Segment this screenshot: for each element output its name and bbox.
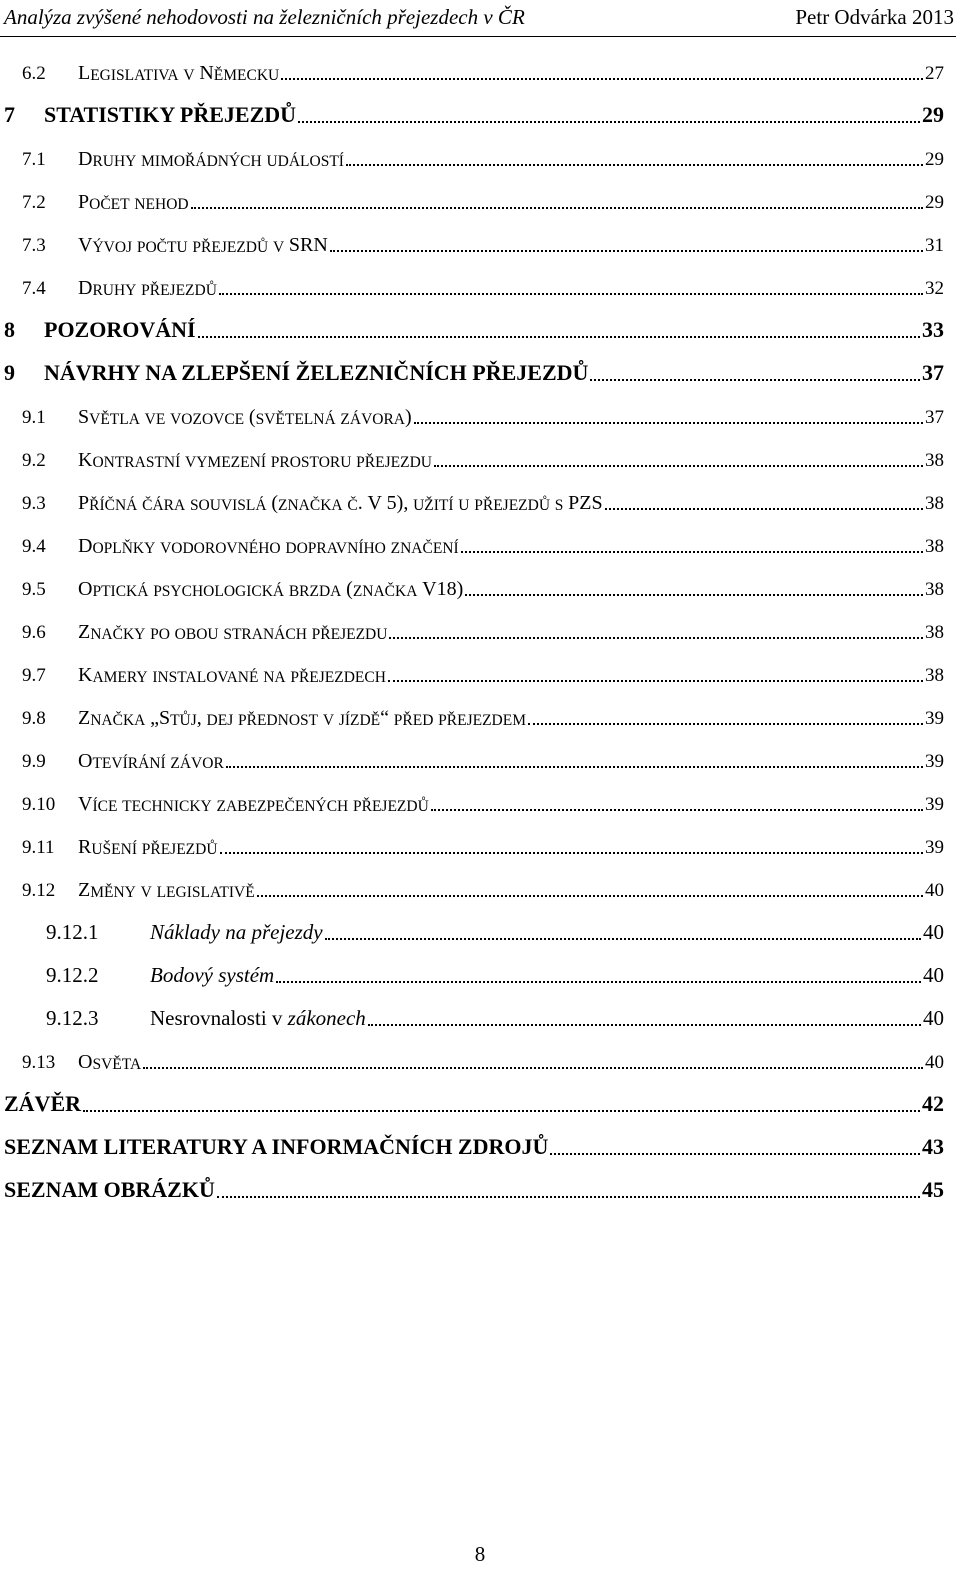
toc-entry-page: 40: [925, 1052, 944, 1073]
toc-entry-number: 9.12.2: [46, 963, 99, 987]
toc-title-run: POČTU: [136, 239, 188, 256]
toc-entry-number: 9.6: [22, 622, 46, 643]
toc-entry-number: 9.4: [22, 536, 46, 557]
toc-title-run: V: [140, 884, 152, 901]
toc-title-run: SVĚTELNÁ: [255, 411, 336, 428]
toc-title-run: NAČKA: [90, 712, 146, 729]
toc-entry-page: 38: [925, 493, 944, 514]
toc-title-run: O: [78, 1051, 93, 1073]
toc-leader: [434, 465, 923, 467]
toc-title-run: PŘEJEZDECH: [290, 669, 386, 686]
toc-entry-page: 29: [925, 192, 944, 213]
toc-title-run: D: [78, 277, 93, 299]
toc-title-run: TEVÍRÁNÍ: [92, 755, 166, 772]
toc-entry[interactable]: [0, 1001, 952, 1031]
toc-leader: [590, 379, 920, 381]
toc-entry-title: NÁVRHY NA ZLEPŠENÍ ŽELEZNIČNÍCH PŘEJEZDŮ: [44, 360, 589, 385]
toc-entry[interactable]: [0, 399, 952, 429]
toc-title-run: OPLŇKY: [92, 540, 156, 557]
toc-title-run: D: [78, 535, 93, 557]
toc-title-run: VYMEZENÍ: [185, 454, 266, 471]
toc-entry-title: STATISTIKY PŘEJEZDŮ: [44, 102, 297, 127]
toc-entry-number: 9.13: [22, 1052, 56, 1073]
toc-entry-page: 38: [925, 450, 944, 471]
toc-title-run: PSYCHOLOGICKÁ: [153, 583, 285, 600]
toc-title-run: 5),: [386, 492, 409, 514]
toc-title-run: PŘEJEZDU: [311, 626, 388, 643]
toc-title-run: U: [458, 497, 470, 514]
toc-leader: [389, 637, 923, 639]
toc-leader: [143, 1067, 923, 1069]
toc-title-run: RUHY: [92, 282, 137, 299]
toc-entry-title: [78, 191, 189, 214]
toc-entry-number: 9.11: [22, 837, 55, 858]
toc-leader: [281, 78, 923, 80]
toc-entry[interactable]: [0, 442, 952, 472]
toc-leader: [368, 1024, 921, 1026]
toc-entry-number: 9.9: [22, 751, 46, 772]
toc-title-run: (: [346, 578, 353, 600]
toc-title-run: L: [78, 62, 91, 84]
toc-entry[interactable]: [0, 1130, 952, 1160]
toc-title-run: ZNAČKA: [352, 583, 418, 600]
toc-title-run: S: [78, 406, 90, 428]
toc-leader: [220, 852, 923, 854]
toc-title-run: V: [367, 492, 382, 514]
toc-entry[interactable]: [0, 141, 952, 171]
toc-entry-title: [78, 449, 432, 472]
toc-entry-page: 27: [925, 63, 944, 84]
toc-title-run: Z: [78, 707, 91, 729]
toc-entry[interactable]: [0, 184, 952, 214]
toc-entry[interactable]: [0, 1173, 952, 1203]
toc-title-run: P: [78, 492, 90, 514]
toc-leader: [219, 293, 923, 295]
toc-entry-number: 9.12: [22, 880, 56, 901]
toc-title-run: VE: [144, 411, 166, 428]
toc-entry-number: 9.12.1: [46, 920, 99, 944]
toc-leader: [414, 422, 923, 424]
toc-title-run: ZABEZPEČENÝCH: [216, 798, 349, 815]
toc-title-run: DEJ: [206, 712, 234, 729]
toc-leader: [388, 680, 923, 682]
toc-entry-title: [78, 750, 224, 773]
toc-title-italic-part: zákonech: [287, 1006, 366, 1030]
toc-leader: [431, 809, 923, 811]
toc-entry[interactable]: [0, 1087, 952, 1117]
toc-entry-page: 40: [923, 920, 944, 944]
toc-title-run: ĚMECKU: [213, 67, 280, 84]
toc-entry-number: 9.1: [22, 407, 46, 428]
toc-entry[interactable]: [0, 958, 952, 988]
toc-entry-title: POZOROVÁNÍ: [44, 317, 196, 342]
toc-title-run: .: [357, 492, 363, 514]
toc-entry[interactable]: [0, 571, 952, 601]
toc-entry-title: ZÁVĚR: [4, 1091, 82, 1116]
toc-title-run: VOZOVCE: [170, 411, 245, 428]
toc-title-run: D: [78, 148, 93, 170]
toc-title-run: ): [405, 406, 412, 428]
toc-entry-title: [78, 277, 217, 300]
toc-entry-page: 38: [925, 579, 944, 600]
toc-entry[interactable]: [0, 528, 952, 558]
toc-title-run: “: [380, 707, 390, 729]
toc-entry-title: [78, 234, 328, 257]
toc-entry-page: 31: [925, 235, 944, 256]
toc-title-run: V: [272, 239, 285, 256]
toc-entry-number: 7.3: [22, 235, 46, 256]
toc-leader: [276, 981, 921, 983]
toc-leader: [528, 723, 923, 725]
toc-entry-number: 9.5: [22, 579, 46, 600]
toc-leader: [298, 121, 920, 123]
toc-title-run: SVĚTA: [92, 1056, 142, 1073]
toc-entry-page: 37: [922, 360, 944, 385]
toc-title-run: ZÁVORA: [340, 411, 405, 428]
toc-title-run: V18): [422, 578, 464, 600]
toc-title-run: RUHY: [92, 153, 137, 170]
toc-title-run: NA: [263, 669, 286, 686]
toc-title-run: AMERY: [92, 669, 148, 686]
toc-title-run: LEGISLATIVĚ: [156, 884, 255, 901]
toc-title-run: PŘEJEZDŮ: [352, 798, 429, 815]
toc-entry[interactable]: [0, 872, 952, 902]
toc-entry-number: 7: [4, 102, 15, 127]
toc-entry-page: 37: [925, 407, 944, 428]
toc-title-run: ZNAČKA: [278, 497, 343, 514]
toc-entry-page: 43: [922, 1134, 944, 1159]
toc-entry[interactable]: [0, 786, 952, 816]
toc-entry-number: 9.3: [22, 493, 46, 514]
toc-entry-title: [78, 148, 344, 171]
toc-title-run: UŠENÍ: [91, 841, 137, 858]
toc-leader: [465, 594, 923, 596]
toc-leader: [198, 336, 920, 338]
toc-title-run: O: [78, 750, 93, 772]
toc-title-run: MIMOŘÁDNÝCH: [141, 153, 262, 170]
toc-leader: [550, 1153, 920, 1155]
toc-entry-page: 32: [925, 278, 944, 299]
toc-leader: [461, 551, 923, 553]
toc-entry-page: 42: [922, 1091, 944, 1116]
toc-entry-number: 9.7: [22, 665, 46, 686]
toc-entry-title: [78, 406, 412, 429]
toc-entry-page: 40: [923, 963, 944, 987]
toc-entry-page: 39: [925, 751, 944, 772]
toc-entry-title: SEZNAM OBRÁZKŮ: [4, 1177, 215, 1202]
toc-entry-number: 9: [4, 360, 15, 385]
toc-title-run: VODOROVNÉHO: [160, 540, 281, 557]
toc-title-run: P: [78, 191, 90, 213]
toc-title-run: DOPRAVNÍHO: [285, 540, 386, 557]
toc-entry[interactable]: [0, 700, 952, 730]
toc-title-run: JÍZDĚ: [338, 712, 381, 729]
toc-entry-title: Bodový systém: [150, 963, 275, 987]
toc-entry-title: SEZNAM LITERATURY A INFORMAČNÍCH ZDROJŮ: [4, 1134, 549, 1159]
toc-entry[interactable]: [0, 356, 952, 386]
toc-entry-page: 40: [925, 880, 944, 901]
toc-title-run: ZNAČENÍ: [390, 540, 459, 557]
toc-leader: [257, 895, 923, 897]
toc-title-run: ,: [196, 707, 202, 729]
toc-entry-page: 29: [922, 102, 944, 127]
toc-title-run: PTICKÁ: [92, 583, 149, 600]
toc-title-run: ÝVOJ: [92, 239, 133, 256]
toc-entry-title: [78, 62, 279, 85]
toc-title-run: NAČKY: [90, 626, 146, 643]
toc-entry[interactable]: [0, 98, 952, 128]
running-header: [0, 0, 956, 37]
toc-title-run: ONTRASTNÍ: [92, 454, 181, 471]
toc-entry-page: 40: [923, 1006, 944, 1030]
toc-entry-number: 8: [4, 317, 15, 342]
toc-title-run: TŮJ: [170, 712, 197, 729]
toc-title-run: UŽITÍ: [413, 497, 454, 514]
toc-entry-title: [78, 1051, 141, 1074]
toc-entry-number: 7.4: [22, 278, 46, 299]
toc-title-run: PŘEDNOST: [238, 712, 319, 729]
toc-title-run: SRN: [288, 234, 328, 256]
toc-entry-title: [78, 621, 387, 644]
toc-title-run: K: [78, 449, 93, 471]
toc-leader: [325, 938, 921, 940]
toc-title-run: PŘEJEZDU: [356, 454, 432, 471]
toc-entry[interactable]: [0, 743, 952, 773]
toc-leader: [330, 250, 923, 252]
toc-title-run: N: [199, 62, 214, 84]
toc-entry-page: 29: [925, 149, 944, 170]
toc-leader: [605, 508, 923, 510]
toc-title-run: SOUVISLÁ: [189, 497, 267, 514]
toc-title-run: PZS: [568, 492, 603, 514]
toc-title-run: OBOU: [174, 626, 219, 643]
toc-title-run: PŘEJEZDEM: [438, 712, 526, 729]
toc-entry[interactable]: [0, 829, 952, 859]
toc-title-run: R: [78, 836, 92, 858]
toc-entry[interactable]: [0, 313, 952, 343]
toc-title-run: PŘEJEZDŮ: [474, 497, 551, 514]
toc-title-run: EGISLATIVA: [90, 67, 179, 84]
toc-entry-page: 45: [922, 1177, 944, 1202]
toc-title-run: (: [271, 492, 279, 514]
toc-entry-title: [150, 1006, 366, 1031]
toc-entry[interactable]: [0, 485, 952, 515]
toc-title-run: ŘÍČNÁ: [89, 497, 138, 514]
toc-entry[interactable]: [0, 1044, 952, 1074]
toc-entry-title: [78, 578, 463, 601]
toc-entry[interactable]: [0, 915, 952, 945]
toc-title-run: MĚNY: [90, 884, 136, 901]
toc-title-run: OČET: [89, 196, 130, 213]
toc-entry[interactable]: [0, 55, 952, 85]
toc-title-run: PROSTORU: [270, 454, 352, 471]
toc-title-run: PŘEJEZDŮ: [141, 841, 218, 858]
toc-entry-title: [78, 535, 459, 558]
toc-entry-page: 38: [925, 622, 944, 643]
toc-title-run: V: [78, 793, 93, 815]
toc-title-run: PŘED: [393, 712, 434, 729]
toc-entry-page: 39: [925, 708, 944, 729]
toc-leader: [226, 766, 923, 768]
toc-entry-title: [78, 879, 255, 902]
toc-title-run: PŘEJEZDŮ: [141, 282, 217, 299]
toc-title-run: ZÁVOR: [170, 755, 224, 772]
toc-leader: [217, 1196, 920, 1198]
toc-title-run: Z: [78, 621, 91, 643]
toc-entry-page: 33: [922, 317, 944, 342]
toc-title-run: V: [322, 712, 335, 729]
toc-title-run: INSTALOVANÉ: [152, 669, 259, 686]
toc-entry-title: [78, 492, 603, 515]
toc-title-run: Z: [78, 879, 91, 901]
toc-entry[interactable]: [0, 614, 952, 644]
toc-entry-page: 39: [925, 794, 944, 815]
toc-entry-title: Náklady na přejezdy: [150, 920, 323, 944]
toc-entry-number: 7.1: [22, 149, 46, 170]
header-author-year: Petr Odvárka 2013: [795, 5, 954, 29]
toc-leader: [346, 164, 923, 166]
toc-entry-page: 38: [925, 536, 944, 557]
toc-entry-number: 9.2: [22, 450, 46, 471]
toc-title-run: STRANÁCH: [223, 626, 307, 643]
toc-entry-number: 7.2: [22, 192, 46, 213]
toc-entry-number: 6.2: [22, 63, 46, 84]
toc-entry[interactable]: [0, 270, 952, 300]
toc-entry-title: [78, 836, 218, 859]
toc-leader: [83, 1110, 920, 1112]
toc-title-run: K: [78, 664, 93, 686]
toc-entry[interactable]: [0, 227, 952, 257]
toc-title-run: PŘEJEZDŮ: [192, 239, 269, 256]
toc-entry-number: 9.10: [22, 794, 56, 815]
toc-entry-title-text: Nesrovnalosti v zákonech: [150, 1006, 366, 1030]
toc-entry[interactable]: [0, 657, 952, 687]
toc-entry-title: [78, 707, 526, 730]
toc-title-run: BRZDA: [288, 583, 342, 600]
toc-leader: [191, 207, 923, 209]
toc-title-run: O: [78, 578, 93, 600]
toc-title-run: ÍCE: [92, 798, 118, 815]
toc-title-run: ČÁRA: [142, 497, 186, 514]
toc-entry-number: 9.8: [22, 708, 46, 729]
header-title: Analýza zvýšené nehodovosti na železničních přejezdech v ČR: [4, 5, 525, 29]
toc-title-run: NEHOD: [134, 196, 189, 213]
toc-title-run: UDÁLOSTÍ: [266, 153, 344, 170]
toc-title-run: V: [78, 234, 93, 256]
toc-title-run: VĚTLA: [89, 411, 140, 428]
toc-entry-title: [78, 664, 386, 687]
toc-title-run: Č: [347, 497, 358, 514]
page-number: 8: [474, 1542, 486, 1566]
toc-entry-number: 9.12.3: [46, 1006, 99, 1030]
toc-title-run: TECHNICKY: [122, 798, 212, 815]
toc-title-run: V: [183, 67, 195, 84]
toc-entry-page: 39: [925, 837, 944, 858]
toc-entry-title: [78, 793, 429, 816]
toc-title-run: S: [554, 497, 564, 514]
toc-title-run: PO: [150, 626, 170, 643]
toc-title-run: (: [248, 406, 256, 428]
toc-title-run: „S: [150, 707, 171, 729]
toc-entry-page: 38: [925, 665, 944, 686]
